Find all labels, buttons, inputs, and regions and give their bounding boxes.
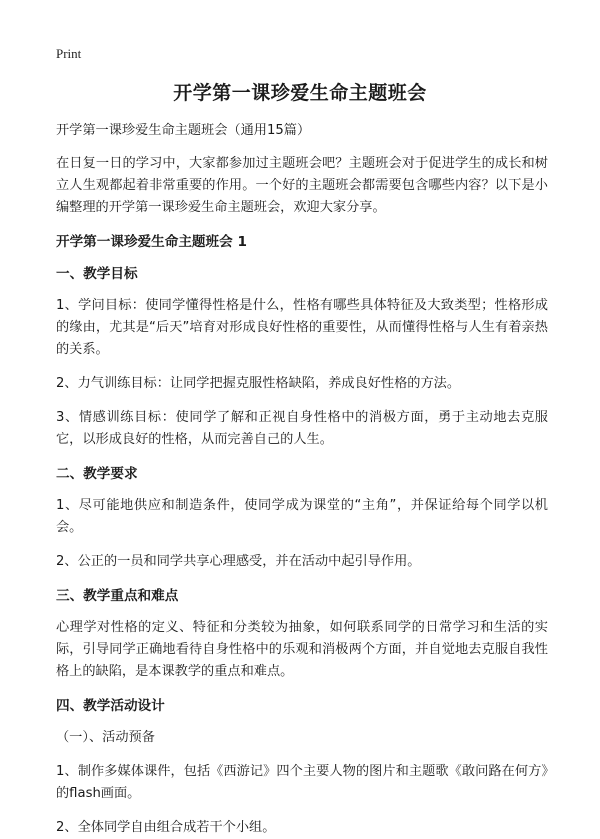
requirement-2: 2、公正的一员和同学共享心理感受，并在活动中起引导作用。 — [56, 554, 421, 569]
print-link[interactable]: Print — [56, 46, 82, 61]
goal-emotion: 3、情感训练目标：使同学了解和正视自身性格中的消极方面，勇于主动地去克服它，以形成良好的性格，从而完善自己的人生。 — [56, 410, 548, 447]
document-title: 开学第一课珍爱生命主题班会 — [173, 82, 427, 104]
goal-ability: 2、力气训练目标：让同学把握克服性格缺陷，养成良好性格的方法。 — [56, 376, 461, 391]
section-title: 开学第一课珍爱生命主题班会 1 — [56, 234, 247, 250]
key-points-paragraph: 心理学对性格的定义、特征和分类较为抽象，如何联系同学的日常学习和生活的实际，引导同学正确地看待自身性格中的乐观和消极两个方面，并自觉地去克服自我性格上的缺陷，是本课教学的重点和难点。 — [56, 620, 548, 679]
document-subtitle: 开学第一课珍爱生命主题班会（通用15篇） — [56, 123, 311, 138]
intro-paragraph: 在日复一日的学习中，大家都参加过主题班会吧？主题班会对于促进学生的成长和树立人生观都起着非常重要的作用。一个好的主题班会都需要包含哪些内容？以下是小编整理的开学第一课珍爱生命主题班会，欢迎大家分享。 — [56, 156, 548, 215]
heading-teaching-requirements: 二、教学要求 — [56, 466, 138, 482]
requirement-1: 1、尽可能地供应和制造条件，使同学成为课堂的“主角”，并保证给每个同学以机会。 — [56, 498, 548, 535]
document-body — [56, 120, 548, 839]
activity-preparation: （一）、活动预备 — [56, 730, 155, 745]
preparation-item-1: 1、制作多媒体课件，包括《西游记》四个主要人物的图片和主题歌《敢问路在何方》的flash画面。 — [56, 764, 548, 801]
heading-activity-design: 四、教学活动设计 — [56, 698, 165, 714]
heading-key-points: 三、教学重点和难点 — [56, 588, 179, 604]
goal-knowledge: 1、学问目标：使同学懂得性格是什么，性格有哪些具体特征及大致类型；性格形成的缘由，尤其是“后天”培育对形成良好性格的重要性，从而懂得性格与人生有着亲热的关系。 — [56, 298, 548, 357]
heading-teaching-goals: 一、教学目标 — [56, 266, 138, 282]
preparation-item-2: 2、全体同学自由组合成若干个小组。 — [56, 820, 276, 835]
